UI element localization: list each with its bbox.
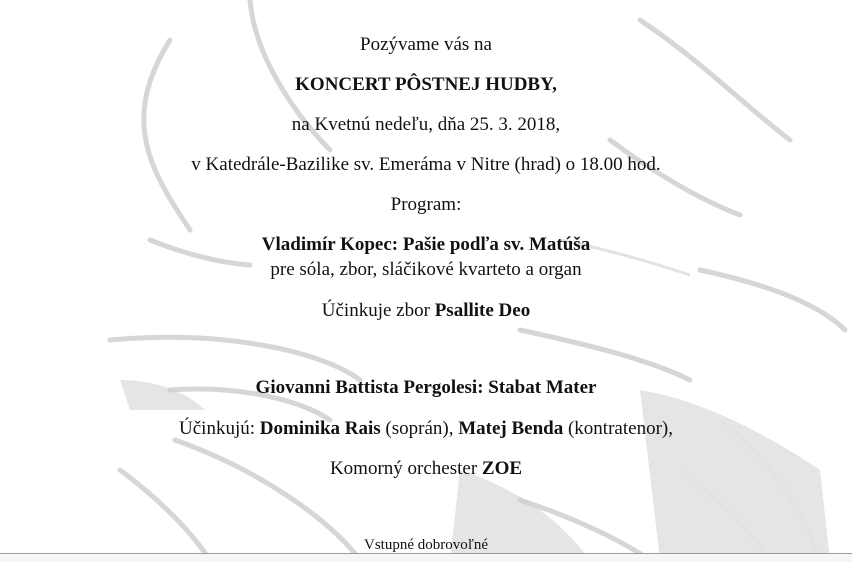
piece1-performer-name: Psallite Deo [434, 300, 531, 321]
soloist1-name: Dominika Rais [259, 418, 381, 439]
piece2-performers [0, 417, 852, 441]
piece1-subtitle: pre sóla, zbor, sláčikové kvarteto a organ [270, 259, 582, 280]
program-label: Program: [390, 194, 462, 215]
venue-line: v Katedrále-Bazilike sv. Emeráma v Nitre (hrad) o 18.00 hod. [191, 154, 661, 175]
soloist2-name: Matej Benda [458, 418, 564, 439]
piece2-title: Giovanni Battista Pergolesi: Stabat Mater [255, 377, 597, 398]
orchestra-prefix: Komorný orchester [329, 458, 482, 479]
soloist2-role: (kontratenor), [563, 418, 673, 439]
piece1-performer [0, 299, 852, 323]
date-line: na Kvetnú nedeľu, dňa 25. 3. 2018, [291, 114, 561, 135]
orchestra-name: ZOE [481, 458, 523, 479]
concert-title: KONCERT PÔSTNEJ HUDBY, [295, 74, 557, 95]
piece1-title: Vladimír Kopec: Pašie podľa sv. Matúša [261, 234, 591, 255]
soloist1-role: (soprán), [380, 418, 459, 439]
orchestra-line [0, 457, 852, 481]
intro-text: Pozývame vás na [360, 34, 492, 55]
piece1-performer-prefix: Účinkuje zbor [321, 300, 435, 321]
piece2-performers-prefix: Účinkujú: [179, 418, 260, 439]
admission-note: Vstupné dobrovoľné [364, 537, 488, 553]
